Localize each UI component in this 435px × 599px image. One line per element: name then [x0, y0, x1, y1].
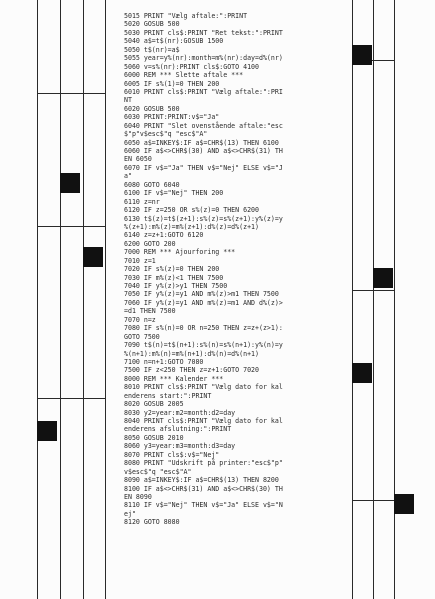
code-line: 6130 t$(z)=t$(z+1):s%(z)=s%(z+1):y%(z)=y	[124, 214, 283, 223]
registration-block	[394, 494, 414, 514]
code-line: v$esc$"q "esc$"A"	[124, 467, 192, 476]
code-line: 6110 z=nr	[124, 197, 160, 206]
code-line: 8000 REM *** Kalender ***	[124, 374, 224, 383]
code-line: 7000 REM *** Ajourforing ***	[124, 248, 236, 257]
code-line: 8020 GOSUB 2005	[124, 400, 184, 409]
code-line: 7040 IF y%(z)>y1 THEN 7500	[124, 282, 228, 290]
code-line: 8110 IF v$="Nej" THEN v$="Ja" ELSE v$="N	[124, 501, 283, 510]
grid-line-left-2	[83, 0, 84, 599]
registration-block	[37, 421, 57, 441]
code-line: a"	[124, 172, 132, 181]
code-line: 8120 GOTO 8080	[124, 518, 180, 527]
code-line: 7090 t$(n)=t$(n+1):s%(n)=s%(n+1):y%(n)=y	[124, 341, 283, 350]
code-line: 5050 t$(nr)=a$	[124, 45, 180, 54]
code-line: 6060 IF a$<>CHR$(30) AND a$<>CHR$(31) TH	[124, 147, 283, 155]
code-line: 8060 y3=year:m3=month:d3=day	[124, 442, 236, 451]
code-line: 6005 IF s%(1)=0 THEN 200	[124, 79, 220, 88]
grid-line-h-left-3	[37, 398, 105, 399]
code-line: 6000 REM *** Slette aftale ***	[124, 71, 244, 80]
code-line: NT	[124, 96, 132, 105]
code-line: 7070 n=z	[124, 315, 156, 324]
code-line: 5020 GOSUB 500	[124, 20, 180, 29]
code-line: 5055 year=y%(nr):month=m%(nr):day=d%(nr)	[124, 54, 283, 63]
code-line: EN 8090	[124, 492, 152, 501]
grid-line-h-left-2	[37, 226, 105, 227]
code-line: 6080 GOTO 6040	[124, 180, 180, 189]
registration-block	[83, 247, 103, 267]
code-line: 8050 GOSUB 2010	[124, 433, 184, 442]
code-line: 8100 IF a$<>CHR$(31) AND a$<>CHR$(30) TH	[124, 484, 283, 493]
code-line: 8040 PRINT cls$:PRINT "Vælg dato for kal	[124, 417, 283, 425]
code-line: 6070 IF v$="Ja" THEN v$="Nej" ELSE v$="J	[124, 163, 283, 172]
code-line: 6030 PRINT:PRINT:v$="Ja"	[124, 113, 220, 122]
code-line: 7030 IF m%(z)<1 THEN 7500	[124, 273, 224, 282]
code-line: 8030 y2=year:m2=month:d2=day	[124, 408, 236, 417]
code-line: 7080 IF s%(n)=0 OR n=250 THEN z=z+(z>1):	[124, 324, 283, 333]
code-line: 7050 IF y%(z)=y1 AND m%(z)>m1 THEN 7500	[124, 290, 279, 299]
basic-program-listing	[124, 12, 364, 527]
code-line: 7020 IF s%(z)=0 THEN 200	[124, 265, 220, 274]
code-line: 8080 PRINT "Udskrift på printer:"esc$"p"	[124, 459, 283, 468]
grid-line-right-2	[373, 0, 374, 599]
code-line: %(n+1):m%(n)=m%(n+1):d%(n)=d%(n+1)	[124, 349, 259, 358]
code-line: 5030 PRINT cls$:PRINT "Ret tekst:":PRINT	[124, 28, 283, 37]
code-line: 6010 PRINT cls$:PRINT "Vælg aftale:":PRI	[124, 87, 283, 96]
code-line: 8070 PRINT cls$:v$="Nej"	[124, 450, 220, 459]
code-line: $"p"v$esc$"q "esc$"A"	[124, 130, 208, 139]
registration-block	[373, 268, 393, 288]
registration-block	[60, 173, 80, 193]
code-line: 8010 PRINT cls$:PRINT "Vælg dato for kal	[124, 383, 283, 392]
code-line: 5015 PRINT "Vælg aftale:":PRINT	[124, 12, 248, 20]
code-line: 6020 GOSUB 500	[124, 104, 180, 113]
code-line: 7060 IF y%(z)=y1 AND m%(z)=m1 AND d%(z)>	[124, 298, 283, 307]
code-line: ej"	[124, 509, 136, 518]
code-line: 5060 v=s%(nr):PRINT cls$:GOTO 4100	[124, 62, 259, 71]
code-line: 5040 a$=t$(nr):GOSUB 1500	[124, 37, 224, 46]
code-line: =d1 THEN 7500	[124, 307, 176, 316]
code-line: 6120 IF z=250 OR s%(z)=0 THEN 6200	[124, 206, 259, 215]
code-line: %(z+1):m%(z)=m%(z+1):d%(z)=d%(z+1)	[124, 222, 259, 231]
code-line: enderens start:":PRINT	[124, 391, 212, 400]
code-line: 7100 n=n+1:GOTO 7080	[124, 357, 204, 366]
code-line: 6200 GOTO 200	[124, 239, 176, 248]
grid-line-left-outer	[37, 0, 38, 599]
code-line: 6100 IF v$="Nej" THEN 200	[124, 189, 224, 198]
grid-line-left-1	[60, 0, 61, 599]
code-line: GOTO 7500	[124, 332, 160, 341]
code-line: EN 6050	[124, 155, 152, 164]
code-line: enderens afslutning:":PRINT	[124, 425, 232, 434]
grid-line-h-left-1	[37, 93, 105, 94]
code-line: 8090 a$=INKEY$:IF a$=CHR$(13) THEN 8200	[124, 476, 279, 485]
grid-line-left-3	[105, 0, 106, 599]
code-line: 6140 z=z+1:GOTO 6120	[124, 231, 204, 240]
code-line: 7010 z=1	[124, 256, 156, 265]
code-line: 6050 a$=INKEY$:IF a$=CHR$(13) THEN 6100	[124, 138, 279, 147]
code-line: 6040 PRINT "Slet ovenstående aftale:"esc	[124, 121, 283, 130]
code-line: 7500 IF z<250 THEN z=z+1:GOTO 7020	[124, 366, 259, 375]
